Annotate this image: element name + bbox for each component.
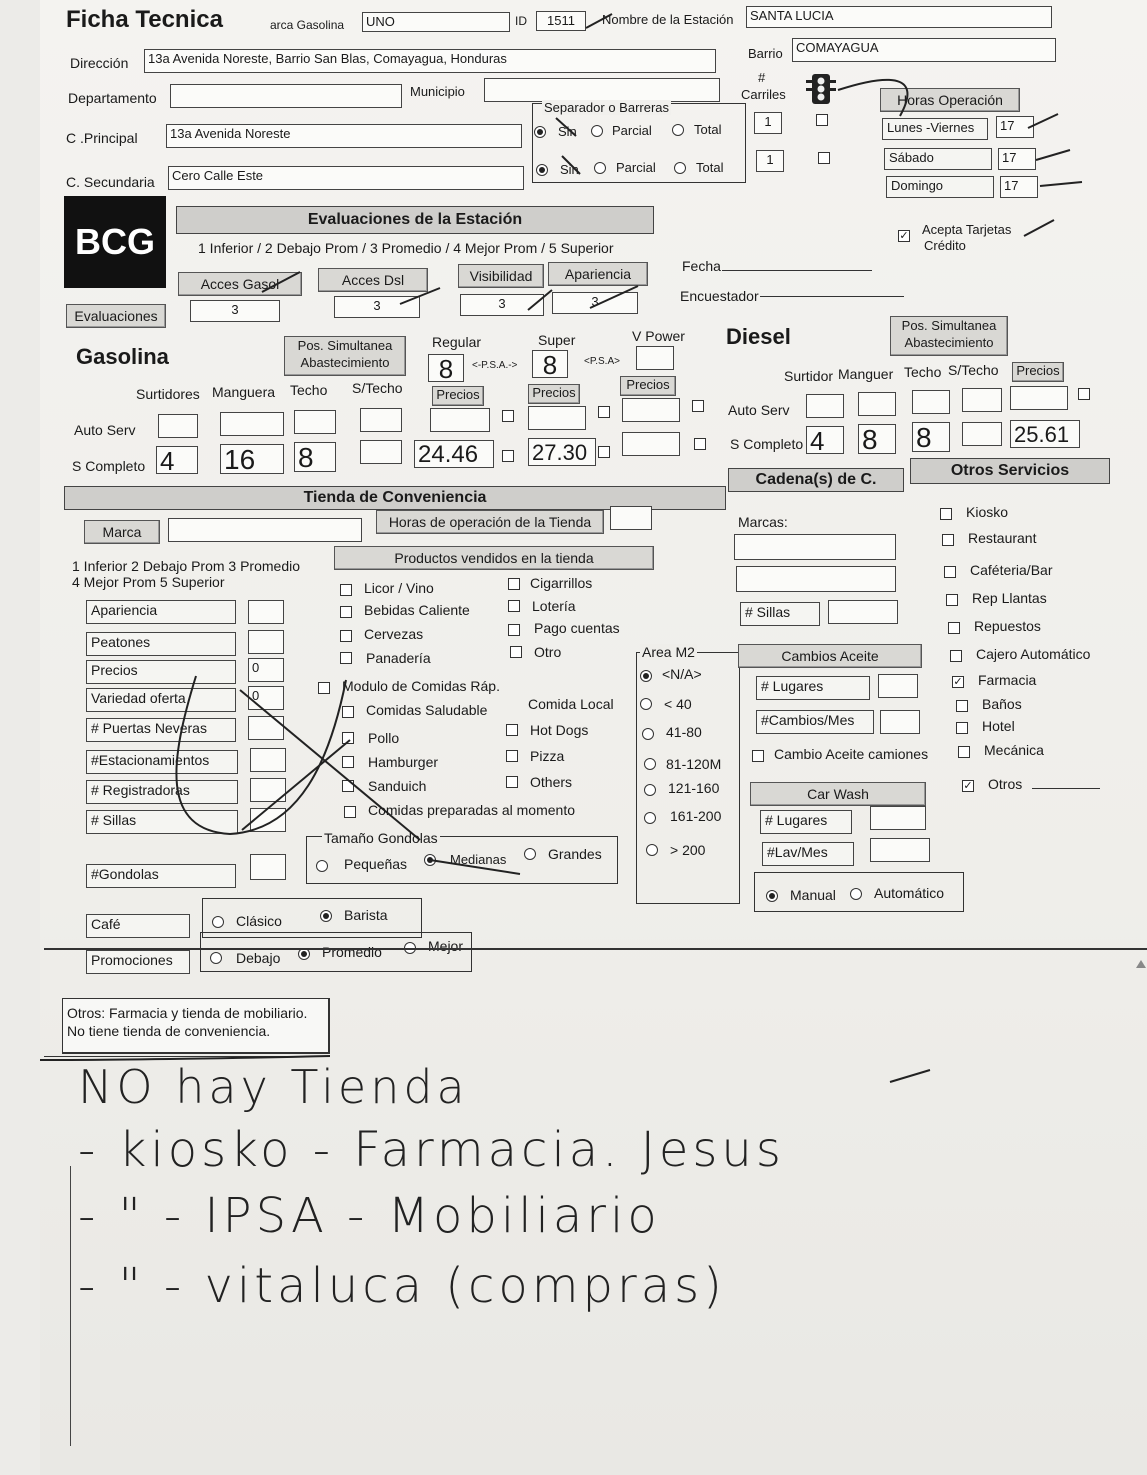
variedad-oferta-label: Variedad oferta [86, 688, 236, 712]
sc-manguera-field[interactable]: 16 [220, 444, 284, 474]
otros-servicio-label: Farmacia [978, 672, 1037, 688]
cambio-camiones-label: Cambio Aceite camiones [774, 746, 929, 762]
marcas-label: Marcas: [738, 514, 788, 530]
precios-tienda-field[interactable]: 0 [248, 658, 284, 682]
panaderia-label: Panadería [366, 650, 431, 666]
parcial-label-2: Parcial [616, 160, 656, 175]
pen-stroke [40, 1056, 330, 1060]
pen-stroke [890, 1070, 930, 1082]
cafe-label: Café [86, 914, 190, 938]
calle-principal-field[interactable]: 13a Avenida Noreste [166, 124, 522, 148]
tienda-header: Tienda de Conveniencia [64, 486, 726, 510]
evaluaciones-scale: 1 Inferior / 2 Debajo Prom / 3 Promedio / 4 Mejor Prom / 5 Superior [198, 240, 614, 256]
area-160-label: 121-160 [668, 780, 720, 796]
pen-stroke [590, 286, 638, 308]
marca-button[interactable]: Marca [84, 520, 160, 544]
notes-line-2: No tiene tienda de conveniencia. [67, 1023, 271, 1039]
departamento-label: Departamento [68, 90, 157, 106]
handwritten-line-4: - " - vitaluca (compras) [78, 1258, 726, 1314]
diesel-s-completo-label: S Completo [730, 436, 804, 452]
pen-stroke [1024, 220, 1054, 236]
precios-super-button[interactable]: Precios [528, 384, 580, 404]
evaluaciones-button[interactable]: Evaluaciones [66, 304, 166, 328]
gondolas-label: #Gondolas [86, 864, 236, 888]
medianas-label: Medianas [450, 852, 507, 867]
pen-stroke [556, 118, 576, 136]
barista-label: Barista [344, 907, 388, 923]
pollo-label: Pollo [368, 730, 400, 746]
cadena-header: Cadena(s) de C. [728, 468, 904, 492]
lunes-viernes-field[interactable]: 17 [996, 116, 1034, 138]
fecha-label: Fecha [682, 258, 721, 274]
encuestador-label: Encuestador [680, 288, 759, 304]
comida-local-label: Comida Local [528, 696, 614, 712]
otros-servicio-label: Cajero Automático [976, 646, 1091, 662]
nombre-estacion-field[interactable]: SANTA LUCIA [746, 6, 1052, 28]
credito-label: Crédito [924, 238, 966, 253]
precios-vpower-button[interactable]: Precios [620, 376, 676, 396]
cervezas-label: Cervezas [364, 626, 424, 642]
pen-stroke [240, 690, 420, 840]
preparadas-label: Comidas preparadas al momento [368, 802, 575, 818]
diesel-techo-label: Techo [904, 364, 942, 380]
notes-line-1: Otros: Farmacia y tienda de mobiliario. [67, 1005, 308, 1021]
carriles-label: Carriles [741, 87, 786, 102]
otros-servicio-label: Rep Llantas [972, 590, 1047, 606]
sin-label-2: Sin [560, 162, 579, 177]
gasolina-title: Gasolina [76, 344, 169, 369]
others-label: Others [530, 774, 573, 790]
pequenas-label: Pequeñas [344, 856, 408, 872]
sc-precio-super-field[interactable]: 27.30 [528, 438, 596, 466]
cw-lugares-label: # Lugares [760, 810, 852, 834]
acces-gasol-button[interactable]: Acces Gasol [178, 272, 302, 296]
separador-title: Separador o Barreras [544, 100, 670, 115]
visibilidad-button[interactable]: Visibilidad [458, 264, 544, 288]
area-80-label: 41-80 [666, 724, 702, 740]
acces-dsl-field[interactable]: 3 [334, 296, 420, 318]
modulo-label: Modulo de Comidas Ráp. [342, 678, 500, 694]
sin-label-1: Sin [558, 124, 577, 139]
id-label: ID [515, 14, 527, 28]
marca-gasolina-field[interactable]: UNO [362, 12, 510, 32]
mejor-label: Mejor [428, 938, 464, 954]
sillas-tienda-label: # Sillas [86, 810, 238, 834]
pen-stroke [528, 290, 552, 310]
cw-lav-label: #Lav/Mes [762, 842, 854, 866]
regular-label: Regular [432, 334, 482, 350]
direccion-field[interactable]: 13a Avenida Noreste, Barrio San Blas, Comayagua, Honduras [144, 49, 716, 73]
visibilidad-field[interactable]: 3 [460, 294, 544, 316]
area-40-label: < 40 [664, 696, 692, 712]
handwritten-line-1: NO hay Tienda [78, 1060, 469, 1114]
lunes-viernes-label: Lunes -Viernes [882, 118, 988, 140]
vpower-label: V Power [632, 328, 685, 344]
promociones-label: Promociones [86, 950, 190, 974]
otros-servicio-label: Baños [982, 696, 1022, 712]
auto-serv-label: Auto Serv [74, 422, 136, 438]
manguera-label: Manguera [212, 384, 276, 400]
super-label: Super [538, 332, 576, 348]
cigarrillos-label: Cigarrillos [530, 575, 593, 591]
gasolina-pos-sim-button[interactable]: Pos. Simultanea Abastecimiento [284, 336, 406, 376]
pen-stroke [430, 860, 520, 874]
handwritten-line-3: - " - IPSA - Mobiliario [78, 1188, 661, 1244]
precios-tienda-label: Precios [86, 660, 236, 684]
super-field[interactable]: 8 [532, 350, 568, 378]
automatico-label: Automático [874, 885, 945, 901]
pen-stroke [562, 156, 580, 174]
sabado-field[interactable]: 17 [998, 148, 1036, 170]
acces-dsl-button[interactable]: Acces Dsl [318, 268, 428, 292]
pen-stroke [242, 740, 350, 830]
regular-field[interactable]: 8 [428, 354, 464, 382]
sc-techo-field[interactable]: 8 [294, 442, 336, 472]
cambios-aceite-button[interactable]: Cambios Aceite [738, 644, 922, 668]
total-label-1: Total [694, 122, 722, 137]
calle-principal-label: C .Principal [66, 130, 138, 146]
evaluaciones-header: Evaluaciones de la Estación [176, 206, 654, 234]
sabado-label: Sábado [884, 148, 992, 170]
pen-stroke [1028, 114, 1058, 128]
variedad-oferta-field[interactable]: 0 [248, 686, 284, 710]
pen-stroke [262, 272, 300, 292]
pen-stroke [586, 14, 612, 28]
hamburger-label: Hamburger [368, 754, 439, 770]
grandes-label: Grandes [548, 846, 602, 862]
bebidas-label: Bebidas Caliente [364, 602, 470, 618]
d-sc-manguera-field[interactable]: 8 [858, 424, 896, 454]
diesel-stecho-label: S/Techo [948, 362, 999, 378]
promedio-label: Promedio [322, 944, 382, 960]
puertas-neveras-label: # Puertas Neveras [86, 718, 236, 742]
clasico-label: Clásico [236, 913, 282, 929]
psa2-label: <P.S.A> [584, 356, 620, 367]
otros-servicio-label: Kiosko [966, 504, 1009, 520]
psa-label: <-P.S.A.-> [472, 360, 518, 371]
bcg-logo-text: BCG [75, 221, 155, 262]
pen-stroke [1036, 150, 1070, 160]
peatones-label: Peatones [86, 632, 236, 656]
direccion-label: Dirección [70, 55, 129, 71]
calle-secundaria-field[interactable]: Cero Calle Este [168, 166, 524, 190]
otros-servicio-label: Hotel [982, 718, 1015, 734]
techo-label: Techo [290, 382, 328, 398]
horas-operacion-button[interactable]: Horas Operación [880, 88, 1020, 112]
estacionamientos-label: #Estacionamientos [86, 750, 238, 774]
pen-stroke [400, 288, 440, 304]
area-gt200-label: > 200 [670, 842, 706, 858]
carriles-hash: # [758, 70, 766, 85]
id-field[interactable]: 1511 [536, 11, 586, 31]
carriles-field-1[interactable]: 1 [754, 112, 782, 134]
area-120-label: 81-120M [666, 756, 722, 772]
handwritten-line-2: - kiosko - Farmacia. Jesus [78, 1122, 785, 1178]
apariencia-field[interactable]: 3 [552, 292, 638, 314]
diesel-manguer-label: Manguer [838, 366, 894, 382]
parcial-label-1: Parcial [612, 123, 652, 138]
hotdogs-label: Hot Dogs [530, 722, 589, 738]
precios-regular-button[interactable]: Precios [432, 386, 484, 406]
licor-label: Licor / Vino [364, 580, 434, 596]
acepta-tarjetas-label: Acepta Tarjetas [922, 222, 1012, 237]
otros-servicio-label: Otros [988, 776, 1023, 792]
apariencia-label: Apariencia [86, 600, 236, 624]
otros-servicio-label: Repuestos [974, 618, 1041, 634]
page-title: Ficha Tecnica [66, 6, 223, 33]
s-completo-label: S Completo [72, 458, 146, 474]
sanduich-label: Sanduich [368, 778, 427, 794]
otros-servicios-header: Otros Servicios [910, 458, 1110, 484]
domingo-label: Domingo [886, 176, 994, 198]
diesel-precios-button[interactable]: Precios [1012, 362, 1064, 382]
diesel-pos-sim-button[interactable]: Pos. Simultanea Abastecimiento [890, 316, 1008, 356]
tam-gondolas-title: Tamaño Gondolas [324, 830, 438, 846]
debajo-label: Debajo [236, 950, 281, 966]
pen-stroke [1040, 182, 1082, 186]
pago-cuentas-label: Pago cuentas [534, 620, 620, 636]
municipio-label: Municipio [410, 84, 465, 99]
tienda-scale-2: 4 Mejor Prom 5 Superior [72, 574, 225, 590]
d-sc-techo-field[interactable]: 8 [912, 422, 950, 452]
pen-stroke [838, 80, 907, 116]
d-sc-precio-field[interactable]: 25.61 [1010, 420, 1080, 448]
diesel-surtidor-label: Surtidor [784, 368, 834, 384]
acces-gasol-field[interactable]: 3 [190, 300, 280, 322]
registradoras-label: # Registradoras [86, 780, 238, 804]
domingo-field[interactable]: 17 [1000, 176, 1038, 198]
sc-precio-regular-field[interactable]: 24.46 [414, 440, 494, 468]
otros-servicio-label: Mecánica [984, 742, 1044, 758]
area-title: Area M2 [642, 644, 695, 660]
saludable-label: Comidas Saludable [366, 702, 488, 718]
diesel-title: Diesel [726, 324, 791, 349]
calle-secundaria-label: C. Secundaria [66, 174, 155, 190]
pizza-label: Pizza [530, 748, 565, 764]
otros-servicio-label: Caféteria/Bar [970, 562, 1053, 578]
otros-servicio-checkbox[interactable]: ✓ [963, 780, 973, 792]
sc-surtidores-field[interactable]: 4 [156, 446, 198, 474]
nombre-estacion-label: Nombre de la Estación [602, 12, 734, 27]
surtidores-label: Surtidores [136, 386, 200, 402]
otros-servicio-label: Restaurant [968, 530, 1037, 546]
sillas-cadena-label: # Sillas [740, 602, 820, 626]
diesel-auto-serv-label: Auto Serv [728, 402, 790, 418]
lugares-label: # Lugares [756, 676, 870, 700]
barrio-field[interactable]: COMAYAGUA [792, 38, 1056, 62]
area-200-label: 161-200 [670, 808, 722, 824]
tienda-scale-1: 1 Inferior 2 Debajo Prom 3 Promedio [72, 558, 300, 574]
loteria-label: Lotería [532, 598, 576, 614]
apariencia-button[interactable]: Apariencia [548, 262, 648, 286]
car-wash-button[interactable]: Car Wash [750, 782, 926, 806]
pen-stroke [176, 676, 346, 834]
otro-label: Otro [534, 644, 562, 660]
barrio-label: Barrio [748, 46, 783, 61]
productos-button[interactable]: Productos vendidos en la tienda [334, 546, 654, 570]
horas-tienda-button[interactable]: Horas de operación de la Tienda [376, 510, 604, 534]
stecho-label: S/Techo [352, 380, 403, 396]
otros-servicio-checkbox[interactable]: ✓ [953, 676, 963, 688]
marca-gasolina-label: arca Gasolina [270, 18, 345, 32]
carriles-field-2[interactable]: 1 [756, 150, 784, 172]
acepta-tarjetas-checkbox[interactable]: ✓ [899, 230, 909, 242]
manual-label: Manual [790, 887, 836, 903]
cambios-mes-label: #Cambios/Mes [756, 710, 874, 734]
area-na-label: <N/A> [662, 666, 702, 682]
total-label-2: Total [696, 160, 724, 175]
d-sc-surtidor-field[interactable]: 4 [806, 426, 844, 454]
